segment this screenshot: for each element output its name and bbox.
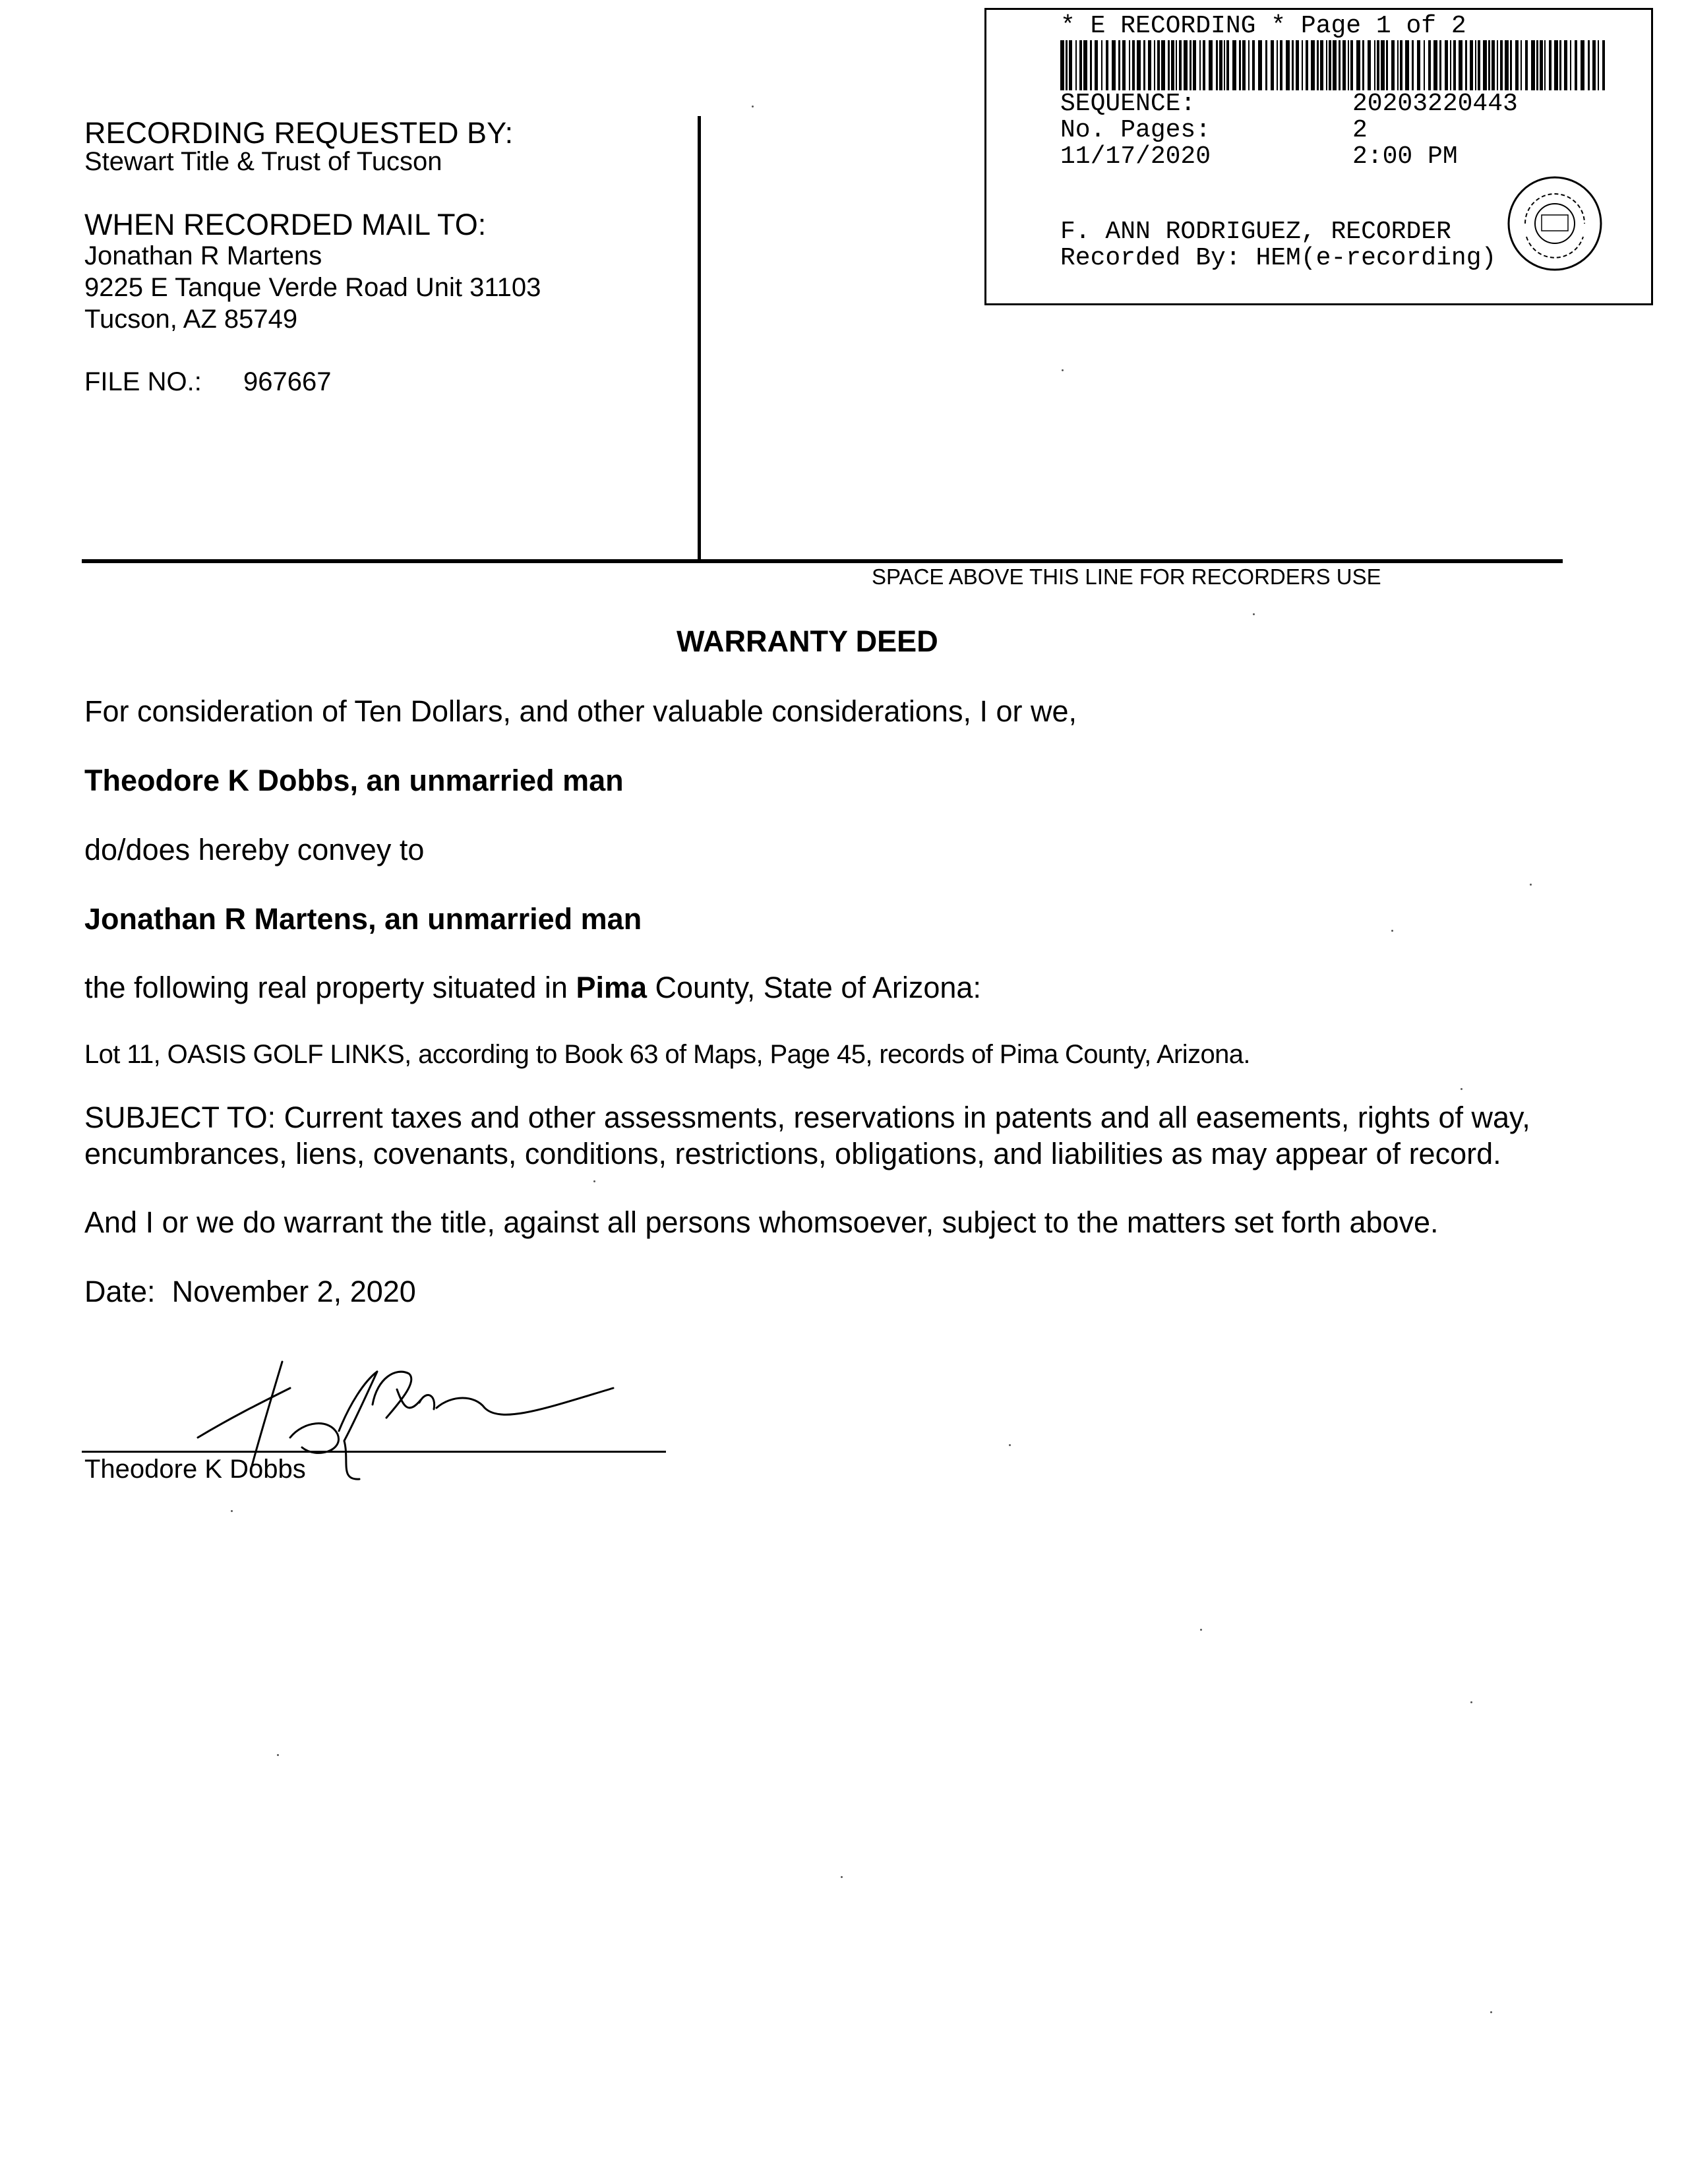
mail-to-label: WHEN RECORDED MAIL TO: — [84, 208, 487, 241]
pages-value: 2 — [1352, 116, 1368, 144]
pages-label: No. Pages: — [1060, 116, 1211, 144]
recorder-space-divider — [82, 559, 1563, 563]
property-intro — [84, 970, 981, 1006]
requested-by-label: RECORDING REQUESTED BY: — [84, 116, 514, 150]
convey-clause: do/does hereby convey to — [84, 833, 425, 866]
deed-title: WARRANTY DEED — [677, 624, 938, 658]
sequence-value: 20203220443 — [1352, 90, 1518, 118]
grantee: Jonathan R Martens, an unmarried man — [84, 902, 642, 936]
requested-by: Stewart Title & Trust of Tucson — [84, 147, 442, 176]
vertical-divider — [698, 116, 701, 562]
warranty-clause: And I or we do warrant the title, against all persons whomsoever, subject to the matters set forth above. — [84, 1205, 1439, 1239]
county-seal-icon — [1505, 174, 1604, 273]
recorder-space-note: SPACE ABOVE THIS LINE FOR RECORDERS USE — [872, 564, 1381, 589]
recorder-name: F. ANN RODRIGUEZ, RECORDER — [1060, 218, 1451, 246]
mail-street: 9225 E Tanque Verde Road Unit 31103 — [84, 273, 541, 302]
subject-to-line-2: encumbrances, liens, covenants, conditions, restrictions, obligations, and liabilities as may appear of record. — [84, 1137, 1501, 1170]
recording-stamp — [984, 8, 1653, 305]
deed-date — [84, 1274, 416, 1310]
mail-name: Jonathan R Martens — [84, 241, 322, 270]
file-no-label: FILE NO.: — [84, 367, 202, 396]
date-label: Date: — [84, 1275, 156, 1308]
property-intro-a: the following real property situated in — [84, 971, 576, 1004]
stamp-header: * E RECORDING * Page 1 of 2 — [1060, 12, 1466, 40]
signer-name: Theodore K Dobbs — [84, 1455, 306, 1484]
recording-time: 2:00 PM — [1352, 142, 1458, 171]
sequence-label: SEQUENCE: — [1060, 90, 1196, 118]
recording-date: 11/17/2020 — [1060, 142, 1211, 171]
mail-city: Tucson, AZ 85749 — [84, 305, 298, 334]
property-county: Pima — [576, 971, 647, 1004]
legal-description: Lot 11, OASIS GOLF LINKS, according to Book 63 of Maps, Page 45, records of Pima County, Arizona. — [84, 1040, 1250, 1069]
grantor: Theodore K Dobbs, an unmarried man — [84, 764, 624, 797]
date-value: November 2, 2020 — [171, 1275, 416, 1308]
recorded-by: Recorded By: HEM(e-recording) — [1060, 244, 1497, 272]
signature-line — [82, 1451, 666, 1453]
consideration-clause: For consideration of Ten Dollars, and other valuable considerations, I or we, — [84, 694, 1077, 728]
file-no: 967667 — [243, 367, 332, 396]
barcode-icon — [1060, 40, 1608, 90]
subject-to-line-1: SUBJECT TO: Current taxes and other assessments, reservations in patents and all easements, rights of way, — [84, 1101, 1530, 1134]
property-intro-b: County, State of Arizona: — [647, 971, 981, 1004]
